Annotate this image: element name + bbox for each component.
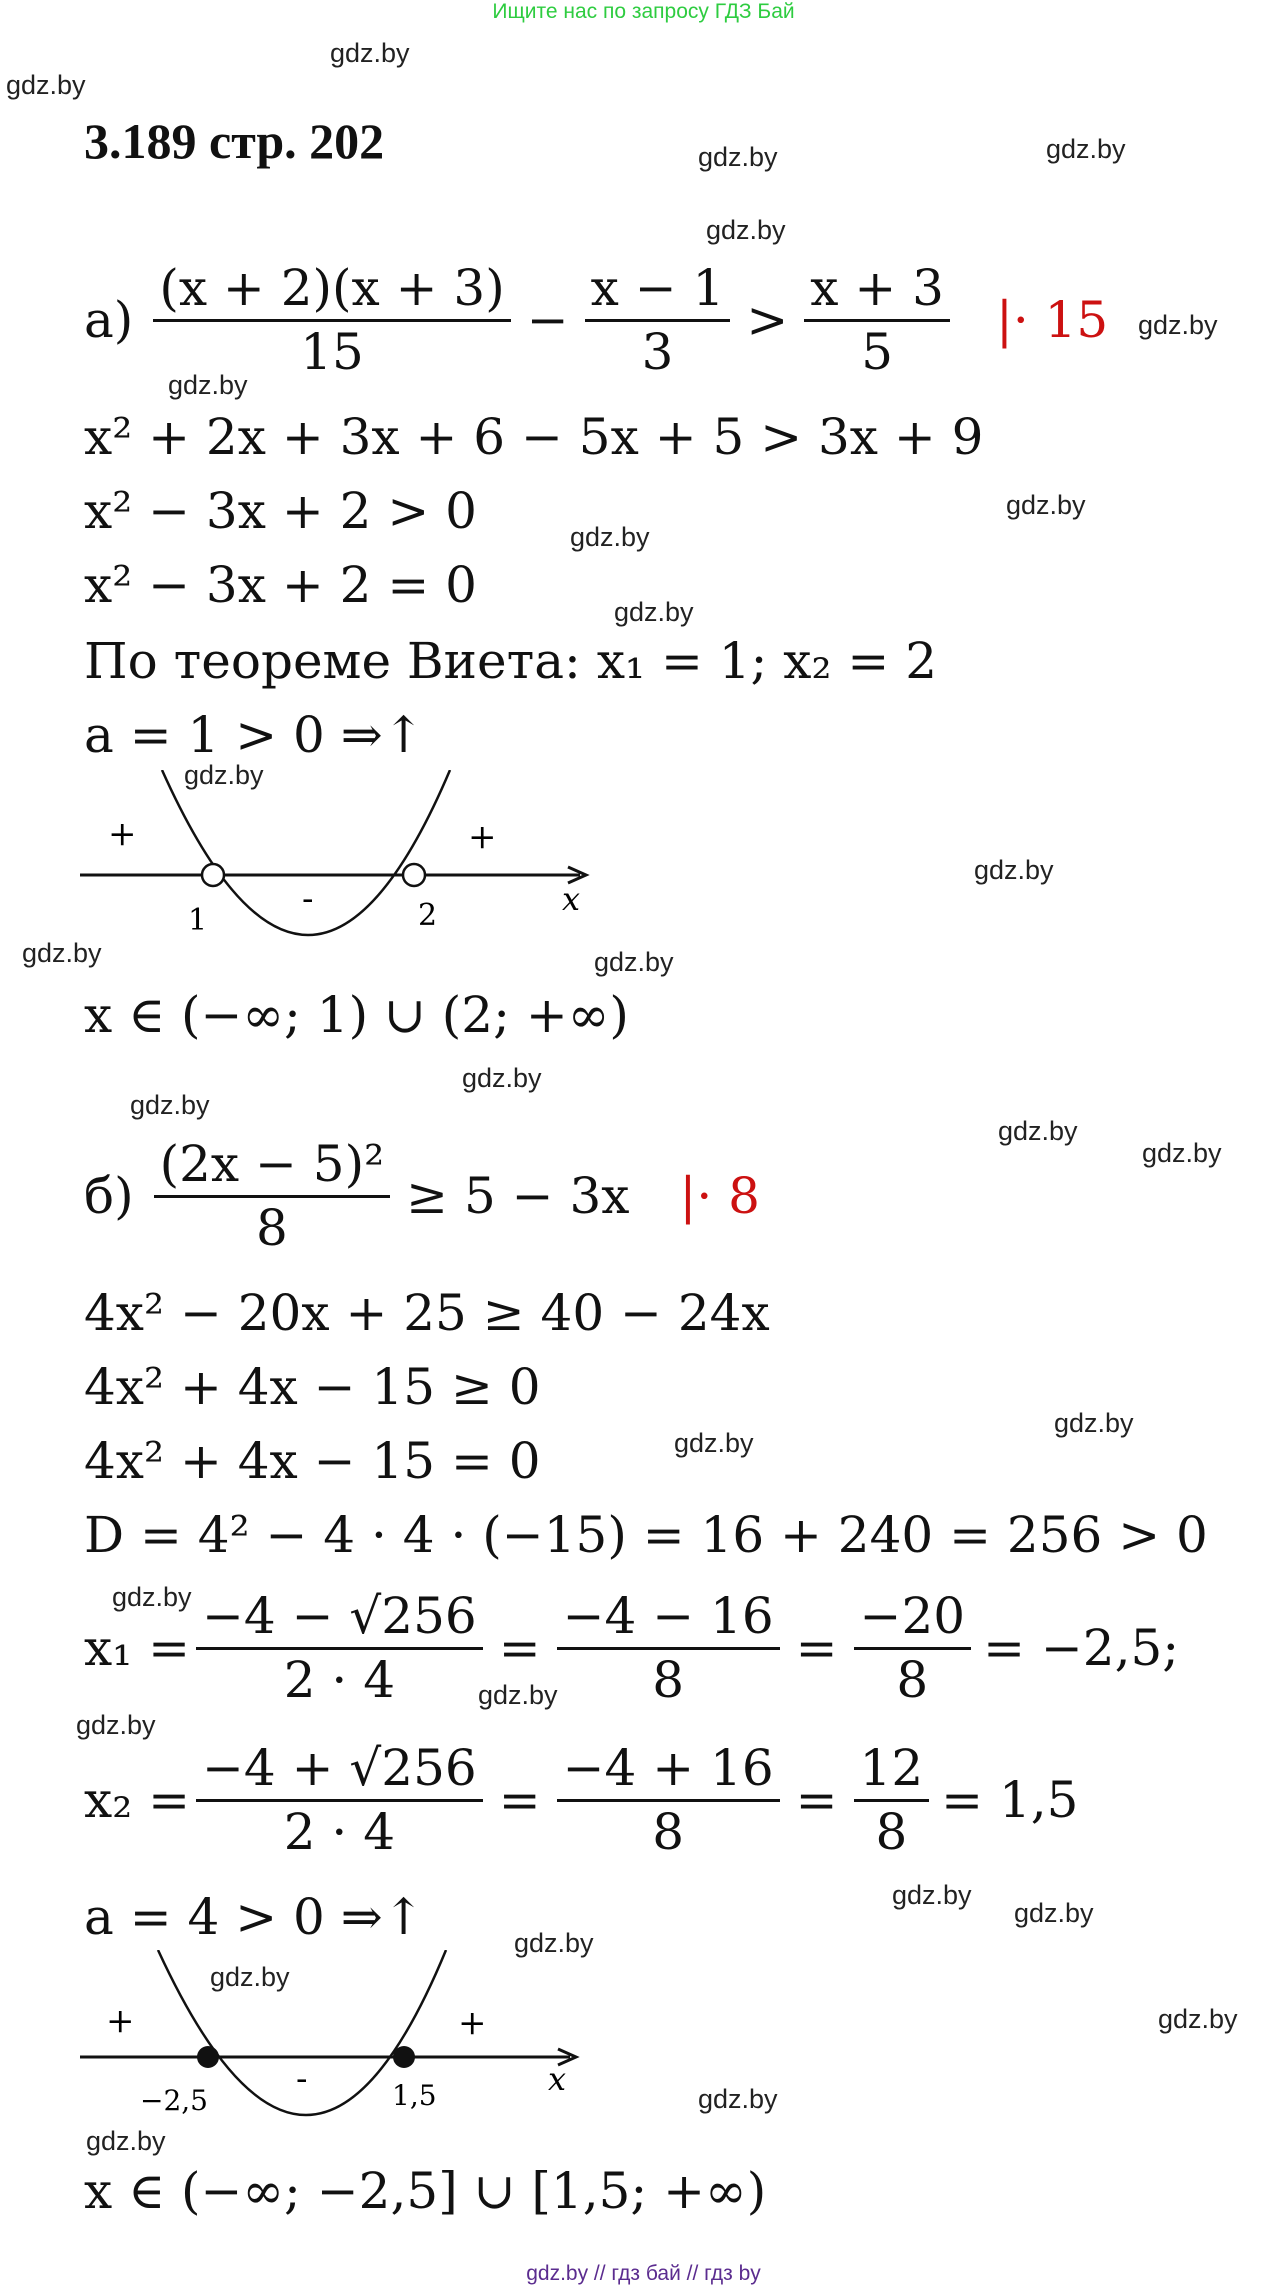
root-point-filled: [393, 2046, 415, 2068]
root-result: = −2,5;: [983, 1619, 1180, 1677]
watermark: gdz.by: [168, 370, 248, 400]
part-b-root-1: x₁ = $\frac{-4 - √256}{2 \cdot 4}$ = $\frac{-4 - 16}{8}$ = $\frac{-20}{8}$ = −2,5;: [84, 1587, 1180, 1709]
watermark: gdz.by: [462, 1063, 542, 1093]
fraction-denominator: 8: [875, 1802, 908, 1861]
part-a-vieta: [84, 632, 938, 690]
part-a-parabola-graph: [70, 770, 600, 960]
fraction: [196, 1587, 483, 1709]
part-a-answer: x ∈ (−∞; 1) ∪ (2; +∞): [84, 986, 629, 1044]
watermark: gdz.by: [892, 1880, 972, 1910]
fraction-numerator: −4 − 16: [557, 1590, 780, 1650]
fraction-numerator: 12: [854, 1742, 930, 1802]
fraction: [196, 1739, 483, 1861]
part-b-inequality: [84, 1135, 760, 1257]
fraction-denominator: 8: [896, 1650, 929, 1709]
sign-plus-left: +: [106, 2001, 135, 2041]
watermark: gdz.by: [478, 1680, 558, 1710]
vieta-roots: x₁ = 1; x₂ = 2: [596, 632, 938, 690]
root-lhs: x₂ =: [84, 1771, 191, 1829]
sign-minus: -: [296, 2059, 308, 2099]
watermark: gdz.by: [1046, 134, 1126, 164]
fraction: [854, 1587, 972, 1709]
vieta-label: По теореме Виета:: [84, 632, 581, 690]
fraction-numerator: (2x − 5)²: [154, 1138, 391, 1198]
top-banner-link[interactable]: Ищите нас по запросу ГДЗ Бай: [492, 0, 795, 23]
watermark: gdz.by: [1158, 2004, 1238, 2034]
sign-minus: -: [302, 879, 314, 919]
part-b-answer: x ∈ (−∞; −2,5] ∪ [1,5; +∞): [84, 2162, 767, 2220]
watermark: gdz.by: [76, 1710, 156, 1740]
root-result: = 1,5: [941, 1771, 1079, 1829]
page-title: 3.189 стр. 202: [84, 113, 385, 169]
part-a-step-2: x² − 3x + 2 > 0: [84, 482, 477, 540]
watermark: gdz.by: [112, 1582, 192, 1612]
sign-plus-left: +: [108, 814, 137, 854]
multiplier-note: |· 15: [995, 291, 1109, 349]
part-a-label: а): [84, 291, 134, 349]
fraction-denominator: 2 · 4: [283, 1802, 396, 1861]
watermark: gdz.by: [330, 38, 410, 68]
part-b-parabola-graph: [70, 1950, 600, 2140]
inequality-rhs: ≥ 5 − 3x: [406, 1167, 630, 1225]
root-label-2: 2: [418, 898, 438, 933]
watermark: gdz.by: [998, 1116, 1078, 1146]
watermark: gdz.by: [706, 215, 786, 245]
fraction: [557, 1739, 780, 1861]
axis-label: x: [562, 880, 581, 918]
root-point-open: [202, 864, 224, 886]
sign-plus-right: +: [458, 2003, 487, 2043]
fraction-denominator: 8: [255, 1198, 288, 1257]
part-a-step-1: x² + 2x + 3x + 6 − 5x + 5 > 3x + 9: [84, 408, 984, 466]
root-label-1: −2,5: [140, 2084, 208, 2117]
watermark: gdz.by: [698, 2084, 778, 2114]
root-lhs: x₁ =: [84, 1619, 191, 1677]
fraction: [557, 1587, 780, 1709]
watermark: gdz.by: [130, 1090, 210, 1120]
part-b-step-1: 4x² − 20x + 25 ≥ 40 − 24x: [84, 1284, 770, 1342]
part-b-root-2: x₂ = $\frac{-4 + √256}{2 \cdot 4}$ = $\frac{-4 + 16}{8}$ = $\frac{12}{8}$ = 1,5: [84, 1739, 1079, 1861]
fraction: [153, 259, 510, 381]
axis-label: x: [548, 2060, 567, 2098]
operator: >: [746, 291, 789, 349]
fraction-denominator: 3: [641, 322, 674, 381]
fraction-numerator: x + 3: [804, 262, 950, 322]
multiplier-note: |· 8: [679, 1167, 760, 1225]
watermark: gdz.by: [974, 855, 1054, 885]
fraction-numerator: −4 + √256: [196, 1742, 483, 1802]
fraction-numerator: −20: [854, 1590, 972, 1650]
footer-links[interactable]: gdz.by // гдз бай // гдз by: [526, 2262, 761, 2285]
fraction: [154, 1135, 391, 1257]
fraction-denominator: 2 · 4: [283, 1650, 396, 1709]
fraction: [804, 259, 950, 381]
part-a-inequality: [84, 259, 1109, 381]
watermark: gdz.by: [1014, 1898, 1094, 1928]
watermark: gdz.by: [210, 1962, 290, 1992]
fraction-denominator: 15: [300, 322, 364, 381]
part-b-leading-coefficient: a = 4 > 0 ⇒↑: [84, 1888, 425, 1946]
fraction: [585, 259, 731, 381]
root-point-open: [403, 864, 425, 886]
watermark: gdz.by: [614, 597, 694, 627]
fraction-numerator: x − 1: [585, 262, 731, 322]
part-a-leading-coefficient: a = 1 > 0 ⇒↑: [84, 706, 425, 764]
watermark: gdz.by: [1006, 490, 1086, 520]
root-label-1: 1: [188, 903, 208, 938]
part-b-label: б): [84, 1167, 134, 1225]
fraction-numerator: −4 − √256: [196, 1590, 483, 1650]
part-a-step-3: x² − 3x + 2 = 0: [84, 556, 477, 614]
watermark: gdz.by: [698, 142, 778, 172]
watermark: gdz.by: [6, 70, 86, 100]
watermark: gdz.by: [22, 938, 102, 968]
watermark: gdz.by: [594, 947, 674, 977]
watermark: gdz.by: [514, 1928, 594, 1958]
root-point-filled: [197, 2046, 219, 2068]
fraction-denominator: 5: [861, 322, 894, 381]
watermark: gdz.by: [1138, 310, 1218, 340]
part-b-step-3: 4x² + 4x − 15 = 0: [84, 1432, 541, 1490]
fraction: [854, 1739, 930, 1861]
fraction-denominator: 8: [652, 1802, 685, 1861]
watermark: gdz.by: [570, 522, 650, 552]
root-label-2: 1,5: [392, 2079, 437, 2112]
fraction-numerator: −4 + 16: [557, 1742, 780, 1802]
operator: −: [526, 291, 569, 349]
part-b-discriminant: D = 4² − 4 · 4 · (−15) = 16 + 240 = 256 > 0: [84, 1506, 1208, 1564]
fraction-numerator: (x + 2)(x + 3): [153, 262, 510, 322]
watermark: gdz.by: [86, 2126, 166, 2156]
sign-plus-right: +: [468, 817, 497, 857]
watermark: gdz.by: [674, 1428, 754, 1458]
part-b-step-2: 4x² + 4x − 15 ≥ 0: [84, 1358, 541, 1416]
watermark: gdz.by: [1054, 1408, 1134, 1438]
fraction-denominator: 8: [652, 1650, 685, 1709]
watermark: gdz.by: [1142, 1138, 1222, 1168]
watermark: gdz.by: [184, 760, 264, 790]
